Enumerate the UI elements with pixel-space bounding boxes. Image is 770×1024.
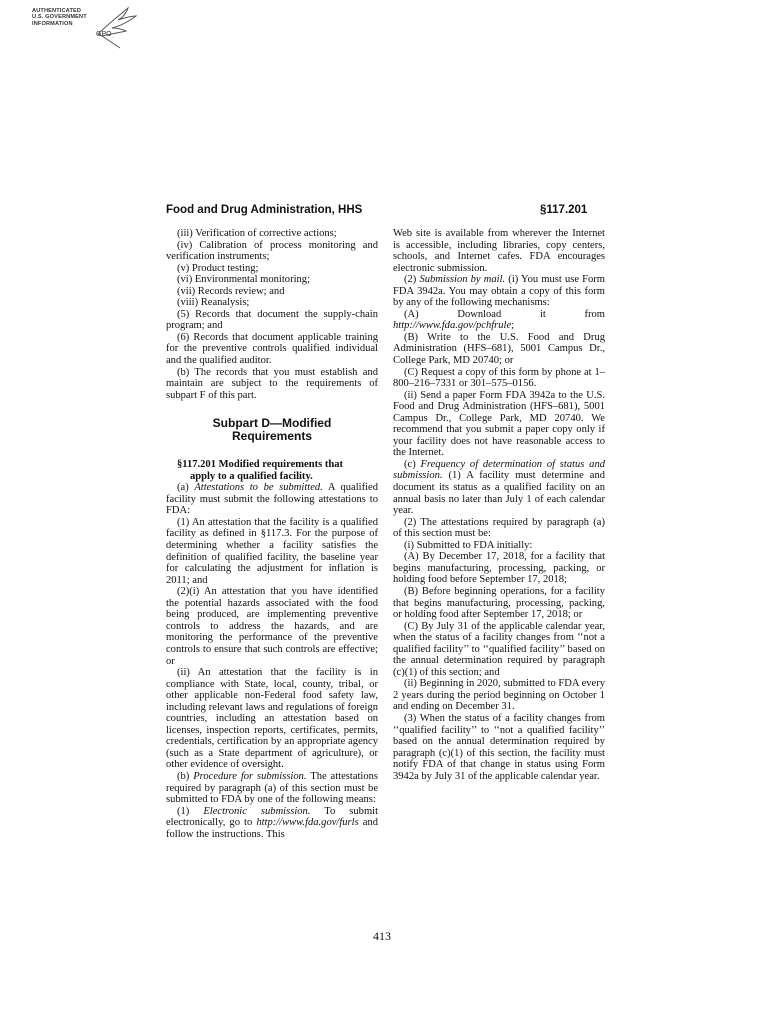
paragraph-label: (c): [404, 458, 421, 470]
gpo-line-2: U.S. GOVERNMENT: [32, 14, 87, 21]
paragraph: (C) By July 31 of the applicable calendar year, when the status of a facility changes from ‘‘not a qualified facility’’ to ‘‘qualified facility’’ based on the annual determination required by paragraph (c)(1) of this section; and: [393, 620, 605, 678]
running-head-section: §117.201: [540, 204, 588, 216]
paragraph-label: (1): [177, 805, 204, 817]
section-heading-line-1: §117.201 Modified requirements that: [177, 459, 344, 471]
paragraph: (1) An attestation that the facility is a qualified facility as defined in §117.3. For the purpose of determining whether a facility satisfies the definition of qualified facility, the baseline year for calculating the adjustment for inflation is 2011; and: [166, 516, 378, 586]
paragraph: (i) Submitted to FDA initially:: [404, 539, 533, 551]
furls-url[interactable]: http://www.fda.gov/furls: [256, 817, 359, 829]
pchfrule-url[interactable]: http://www.fda.gov/pchfrule: [393, 320, 512, 332]
paragraph: (2) The attestations required by paragraph (a) of this section must be:: [393, 516, 605, 540]
paragraph: (b) The records that you must establish and maintain are subject to the requirements of subpart F of this part.: [166, 366, 378, 401]
paragraph: (vi) Environmental monitoring;: [177, 274, 310, 286]
paragraph: (6) Records that document applicable training for the preventive controls qualified individual and the qualified auditor.: [166, 331, 378, 367]
paragraph-continued: Web site is available from wherever the Internet is accessible, including libraries, copy centers, schools, and Internet cafes. FDA encourages electronic submission.: [393, 228, 605, 274]
paragraph-label: (b): [177, 770, 194, 782]
paragraph: (ii) An attestation that the facility is in compliance with State, local, county, tribal, or other applicable non-Federal food safety law, including relevant laws and regulations of foreign countries, including an attestation based on licenses, inspection reports, certificates, permits, credentials, certification by an appropriate agency (such as a State department of agriculture), or other evidence of oversight.: [166, 667, 378, 771]
left-column: [166, 228, 378, 840]
paragraph: (vii) Records review; and: [177, 285, 285, 297]
paragraph: (B) Write to the U.S. Food and Drug Administration (HFS–681), 5001 Campus Dr., College Park, MD 20740; or: [393, 331, 605, 367]
paragraph-text: (i) You must use Form FDA 3942a. You may obtain a copy of this form by any of the following mechanisms:: [393, 274, 606, 309]
paragraph-text: A qualified facility must submit the following attestations to FDA:: [166, 482, 378, 517]
paragraph: [166, 771, 378, 806]
paragraph: (iii) Verification of corrective actions;: [177, 228, 337, 239]
section-heading: [166, 459, 378, 482]
subpart-heading-line-2: Requirements: [231, 429, 313, 444]
paragraph-text: To submit electronically, go to: [166, 805, 379, 829]
gpo-logo-text: [32, 8, 87, 27]
right-column: [393, 228, 605, 782]
paragraph: [166, 482, 378, 517]
subpart-heading-line-1: Subpart D—Modified: [212, 416, 332, 431]
gpo-word: GPO: [96, 31, 112, 38]
paragraph-label: (a): [177, 482, 195, 494]
paragraph: (3) When the status of a facility changes from ‘‘qualified facility’’ to ‘‘not a qualified facility’’ based on the annual determination required by paragraph (c)(1) of this section, the facility must notify FDA of that change in status using Form 3942a by July 31 of the applicable calendar year.: [393, 712, 605, 782]
page-number: 413: [373, 929, 391, 943]
paragraph: (iv) Calibration of process monitoring and verification instruments;: [166, 239, 378, 263]
paragraph-italic-heading: Frequency of determination of status and submission.: [393, 458, 605, 482]
paragraph: [166, 806, 378, 841]
paragraph-italic-heading: Attestations to be submitted.: [194, 482, 323, 494]
paragraph: (v) Product testing;: [177, 262, 259, 274]
paragraph: (ii) Send a paper Form FDA 3942a to the U.S. Food and Drug Administration (HFS–681), 5001 Campus Dr., College Park, MD 20740. We recommend that you submit a paper copy only if your facility does not have reasonable access to the Internet.: [393, 389, 605, 459]
section-heading-line-2: apply to a qualified facility.: [190, 470, 313, 482]
paragraph: [393, 274, 605, 309]
paragraph-italic-heading: Procedure for submission.: [193, 770, 307, 782]
paragraph-text: The attestations required by paragraph (a) of this section must be submitted to FDA by one of the following means:: [166, 770, 379, 806]
paragraph-text: and follow the instructions. This: [166, 817, 378, 840]
paragraph: [393, 309, 605, 332]
subpart-heading: [166, 417, 378, 443]
gpo-line-3: INFORMATION: [32, 20, 73, 27]
paragraph-italic-heading: Submission by mail.: [419, 274, 506, 286]
running-head-agency: Food and Drug Administration, HHS: [166, 204, 363, 216]
paragraph: (ii) Beginning in 2020, submitted to FDA every 2 years during the period beginning on October 1 and ending on December 31.: [393, 678, 605, 713]
paragraph-italic-heading: Electronic submission.: [203, 805, 311, 817]
paragraph: (viii) Reanalysis;: [177, 297, 250, 309]
paragraph-text: ;: [511, 320, 515, 332]
paragraph: (5) Records that document the supply-chain program; and: [166, 308, 378, 332]
paragraph-label: (2): [404, 274, 420, 286]
paragraph: [393, 459, 605, 517]
paragraph: (C) Request a copy of this form by phone at 1–800–216–7331 or 301–575–0156.: [393, 366, 605, 390]
paragraph: (A) By December 17, 2018, for a facility that begins manufacturing, processing, packing, or holding food before September 17, 2018;: [393, 551, 605, 586]
paragraph: (B) Before beginning operations, for a facility that begins manufacturing, processing, packing, or holding food after September 17, 2018; or: [393, 585, 605, 621]
paragraph: (2)(i) An attestation that you have identified the potential hazards associated with the food being produced, are implementing preventive controls to address the hazards, and are monitoring the performance of the preventive controls to ensure that such controls are effective; or: [166, 586, 378, 667]
paragraph-text: (A) Download it from: [404, 308, 605, 320]
paragraph-text: (1) A facility must determine and document its status as a qualified facility on an annual basis no later than July 1 of each calendar year.: [393, 470, 605, 517]
gpo-line-1: AUTHENTICATED: [32, 8, 82, 14]
